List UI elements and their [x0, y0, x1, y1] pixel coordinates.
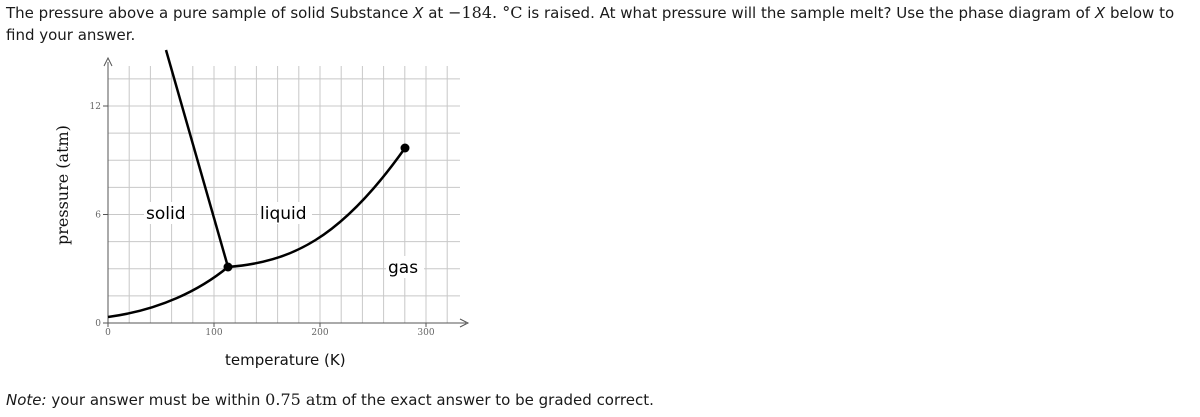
diagram-grid: [108, 66, 460, 323]
x-tick-label: 200: [311, 328, 329, 338]
melting-curve: [166, 50, 228, 267]
note-tolerance: 0.75 atm: [265, 390, 338, 409]
note-text1: your answer must be within: [51, 391, 261, 409]
sublimation-curve: [108, 267, 228, 317]
x-tick-label: 100: [205, 328, 223, 338]
y-tick-label: 0: [95, 319, 101, 329]
question-part1: The pressure above a pure sample of solid Substance: [6, 4, 409, 22]
note-text2: of the exact answer to be graded correct.: [341, 391, 654, 409]
diagram-axes: [104, 58, 468, 327]
y-tick-label: 6: [95, 210, 101, 221]
note-text: [6, 390, 654, 409]
vaporization-curve: [228, 148, 405, 267]
triple-point: [224, 263, 233, 272]
x-axis-title: temperature (K): [225, 351, 346, 369]
y-axis-title: pressure (atm): [53, 125, 72, 245]
x-tick-label: 300: [417, 328, 435, 338]
question-part4: below to find your answer.: [6, 4, 1175, 44]
x-tick-label: 0: [105, 328, 111, 338]
y-tick-label: 12: [89, 102, 101, 112]
note-label: Note:: [6, 391, 47, 409]
question-part3: is raised. At what pressure will the sample melt? Use the phase diagram of: [527, 4, 1091, 22]
substance-var-2: X: [1094, 4, 1106, 22]
liquid-region-label: liquid: [260, 204, 307, 224]
question-part2: at: [428, 4, 444, 22]
temperature-value: −184. °C: [448, 3, 523, 22]
solid-region-label: solid: [146, 204, 186, 224]
gas-region-label: gas: [388, 258, 419, 278]
substance-var: X: [413, 4, 424, 22]
critical-point: [401, 144, 410, 153]
